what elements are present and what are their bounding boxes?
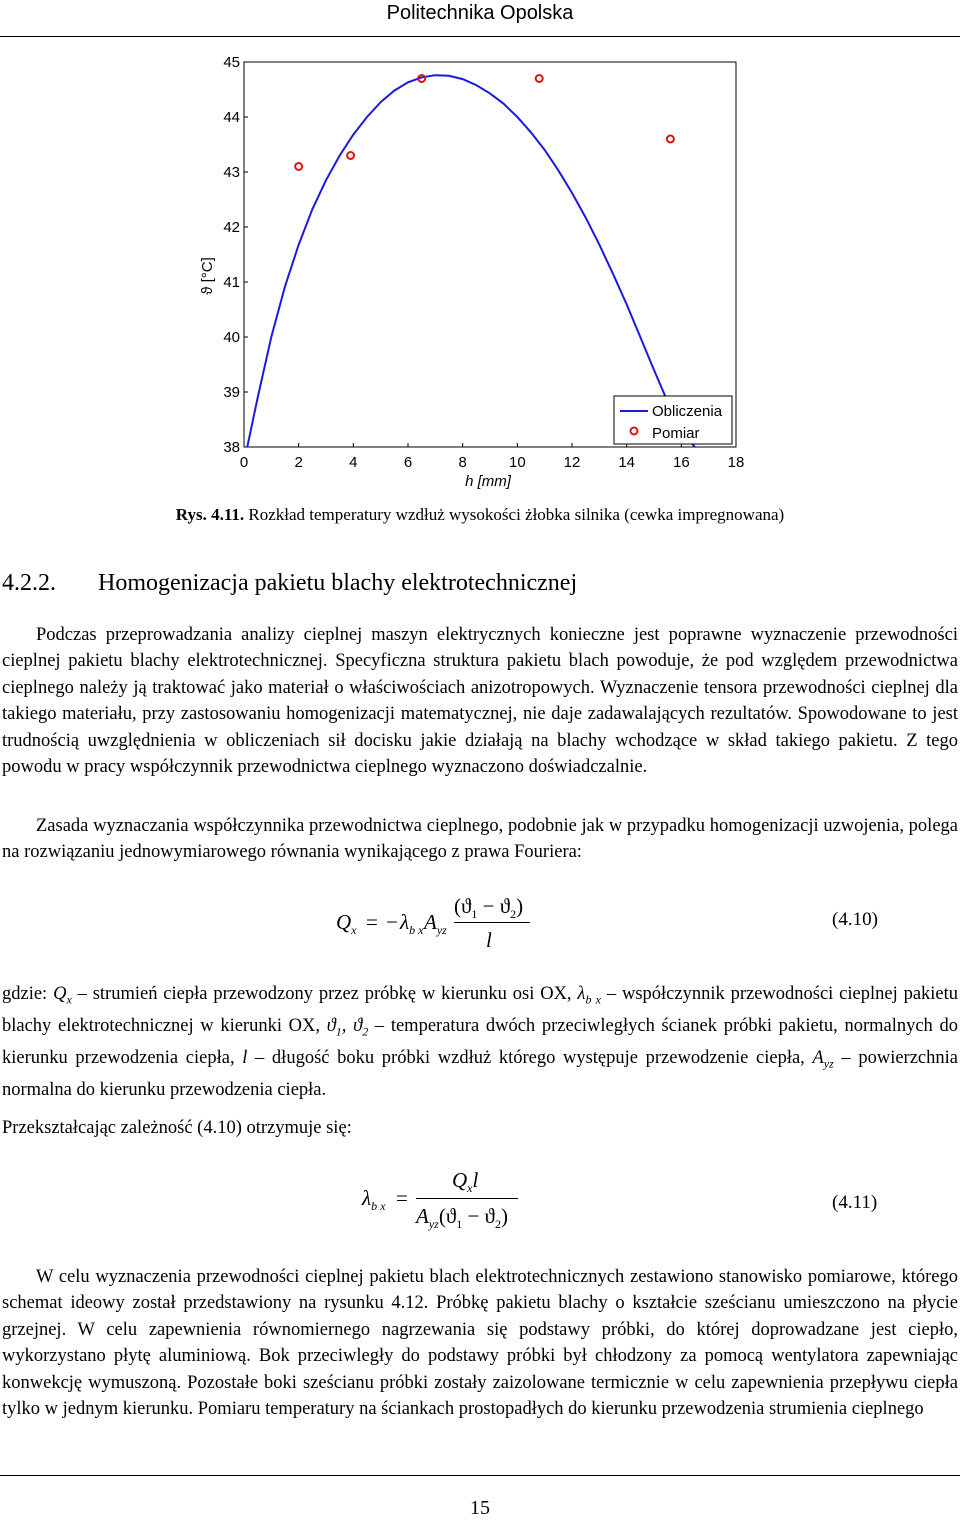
equation-4-10 bbox=[336, 894, 536, 958]
equation-4-11 bbox=[362, 1168, 542, 1234]
page-header bbox=[0, 0, 960, 37]
paragraph-1: Podczas przeprowadzania analizy cieplnej maszyn elektrycznych konieczne jest poprawne wyznaczenie przewodności cieplnej pakietu blachy elektrotechnicznej. Specyficzna struktura pakietu blach powoduje, że pod względem przewodnictwa cieplnego należy ją traktować jako materiał o właściwościach anizotropowych. Wyznaczenie tensora przewodności cieplnej dla takiego materiału, przy zastosowaniu homogenizacji matematycznej, nie daje zadawalających rezultatów. Spowodowane to jest trudnością uwzględnienia w obliczeniach sił docisku jakie działają na blachy wchodzące w skład takiego pakietu. Z tego powodu w pracy współczynnik przewodnictwa cieplnego wyznaczono doświadczalnie. bbox=[2, 625, 958, 778]
data-point-pomiar bbox=[536, 75, 543, 82]
y-tick-label: 43 bbox=[223, 164, 240, 181]
paragraph-4: Przekształcając zależność (4.10) otrzymuje się: bbox=[2, 1118, 352, 1138]
figure-caption-label: Rys. 4.11. bbox=[175, 505, 245, 524]
data-point-pomiar bbox=[347, 152, 354, 159]
legend-label-pomiar: Pomiar bbox=[652, 425, 700, 442]
eq410-minus: − bbox=[386, 910, 398, 934]
x-tick-label: 8 bbox=[458, 454, 467, 471]
paragraph-3: gdzie: $Q_x$ – strumień ciepła przewodzony przez próbkę w kierunku osi OX, $\lambda_{b x}$ – współczynnik przewodności cieplnej pakietu blachy elektrotechnicznej w kierunki OX, $ϑ_1$, $ϑ_2$ – temperatura dwóch przeciwległych ścianek próbki pakietu, normalnych do kierunku przewodzenia ciepła, l – długość boku próbki wzdłuż którego występuje przewodzenie ciepła, $A_{yz}$ – powierzchnia normalna do kierunku przewodzenia ciepła. bbox=[2, 984, 959, 1101]
x-tick-label: 16 bbox=[672, 454, 690, 471]
y-tick-label: 42 bbox=[223, 219, 240, 236]
section-title: Homogenizacja pakietu blachy elektrotechnicznej bbox=[98, 570, 578, 596]
eq411-numerator: $Q_xl$ bbox=[452, 1168, 479, 1196]
eq411-equals: = bbox=[396, 1186, 408, 1210]
section-heading bbox=[2, 566, 577, 600]
equation-number-4-11: (4.11) bbox=[832, 1192, 878, 1213]
x-tick-label: 14 bbox=[618, 454, 636, 471]
x-tick-label: 6 bbox=[403, 454, 413, 471]
eq410-area: $A_{yz}$ bbox=[424, 910, 447, 938]
eq411-denominator: $A_{yz}(ϑ_1 - ϑ_2)$ bbox=[416, 1204, 508, 1232]
eq411-lambda: $\lambda_{b x}$ bbox=[362, 1186, 386, 1214]
eq411-fraction-bar bbox=[416, 1198, 518, 1199]
eq410-equals: = bbox=[366, 910, 378, 934]
x-axis-label: h [mm] bbox=[465, 473, 511, 490]
x-tick-label: 4 bbox=[349, 454, 358, 471]
footer-rule bbox=[0, 1475, 960, 1476]
legend-label-obliczenia: Obliczenia bbox=[652, 403, 723, 420]
header-title: Politechnika Opolska bbox=[386, 2, 574, 24]
x-tick-label: 10 bbox=[508, 454, 526, 471]
x-tick-label: 2 bbox=[294, 454, 303, 471]
x-tick-label: 0 bbox=[239, 454, 249, 471]
eq410-lambda: $\lambda_{b x}$ bbox=[400, 910, 424, 938]
eq410-numerator: $(ϑ_1 - ϑ_2)$ bbox=[454, 894, 524, 922]
data-point-pomiar bbox=[295, 163, 302, 170]
paragraph-2: Zasada wyznaczania współczynnika przewodnictwa cieplnego, podobnie jak w przypadku homogenizacji uzwojenia, polega na rozwiązaniu jednowymiarowego równania wynikającego z prawa Fouriera: bbox=[2, 816, 958, 863]
y-axis-label: ϑ [°C] bbox=[199, 257, 216, 295]
eq410-lhs: $Q_x$ bbox=[336, 910, 357, 938]
legend bbox=[614, 396, 732, 444]
eq410-fraction-bar bbox=[454, 922, 530, 923]
temperature-chart bbox=[180, 44, 760, 496]
y-tick-label: 45 bbox=[223, 54, 240, 71]
eq410-denominator: l bbox=[486, 928, 492, 952]
figure-caption bbox=[0, 504, 960, 526]
y-tick-label: 39 bbox=[223, 384, 240, 401]
page-number: 15 bbox=[470, 1497, 490, 1519]
data-point-pomiar bbox=[667, 136, 674, 143]
y-tick-label: 40 bbox=[223, 329, 240, 346]
section-number: 4.2.2. bbox=[2, 570, 56, 596]
paragraph-5: W celu wyznaczenia przewodności cieplnej pakietu blach elektrotechnicznych zestawiono stanowisko pomiarowe, którego schemat ideowy został przedstawiony na rysunku 4.12. Próbkę pakietu blachy o kształcie sześcianu umieszczono na płycie grzejnej. W celu zapewnienia równomiernego nagrzewania się podstawy próbki, do której doprowadzane jest ciepło, wykorzystano płytę aluminiową. Bok przeciwległy do podstawy próbki był chłodzony za pomocą wentylatora zapewniając konwekcję wymuszoną. Pozostałe boki sześcianu próbki zostały zaizolowane termicznie w celu zapewnienia przepływu ciepła tylko w jednym kierunku. Pomiaru temperatury na ściankach prostopadłych do kierunku przewodzenia strumienia cieplnego bbox=[2, 1267, 958, 1420]
y-tick-label: 44 bbox=[223, 109, 240, 126]
y-tick-label: 41 bbox=[223, 274, 240, 291]
figure-caption-text: Rozkład temperatury wzdłuż wysokości żłobka silnika (cewka impregnowana) bbox=[244, 505, 785, 524]
y-tick-label: 38 bbox=[223, 439, 240, 456]
x-tick-label: 18 bbox=[727, 454, 745, 471]
equation-number-4-10: (4.10) bbox=[832, 909, 878, 930]
x-tick-label: 12 bbox=[563, 454, 581, 471]
